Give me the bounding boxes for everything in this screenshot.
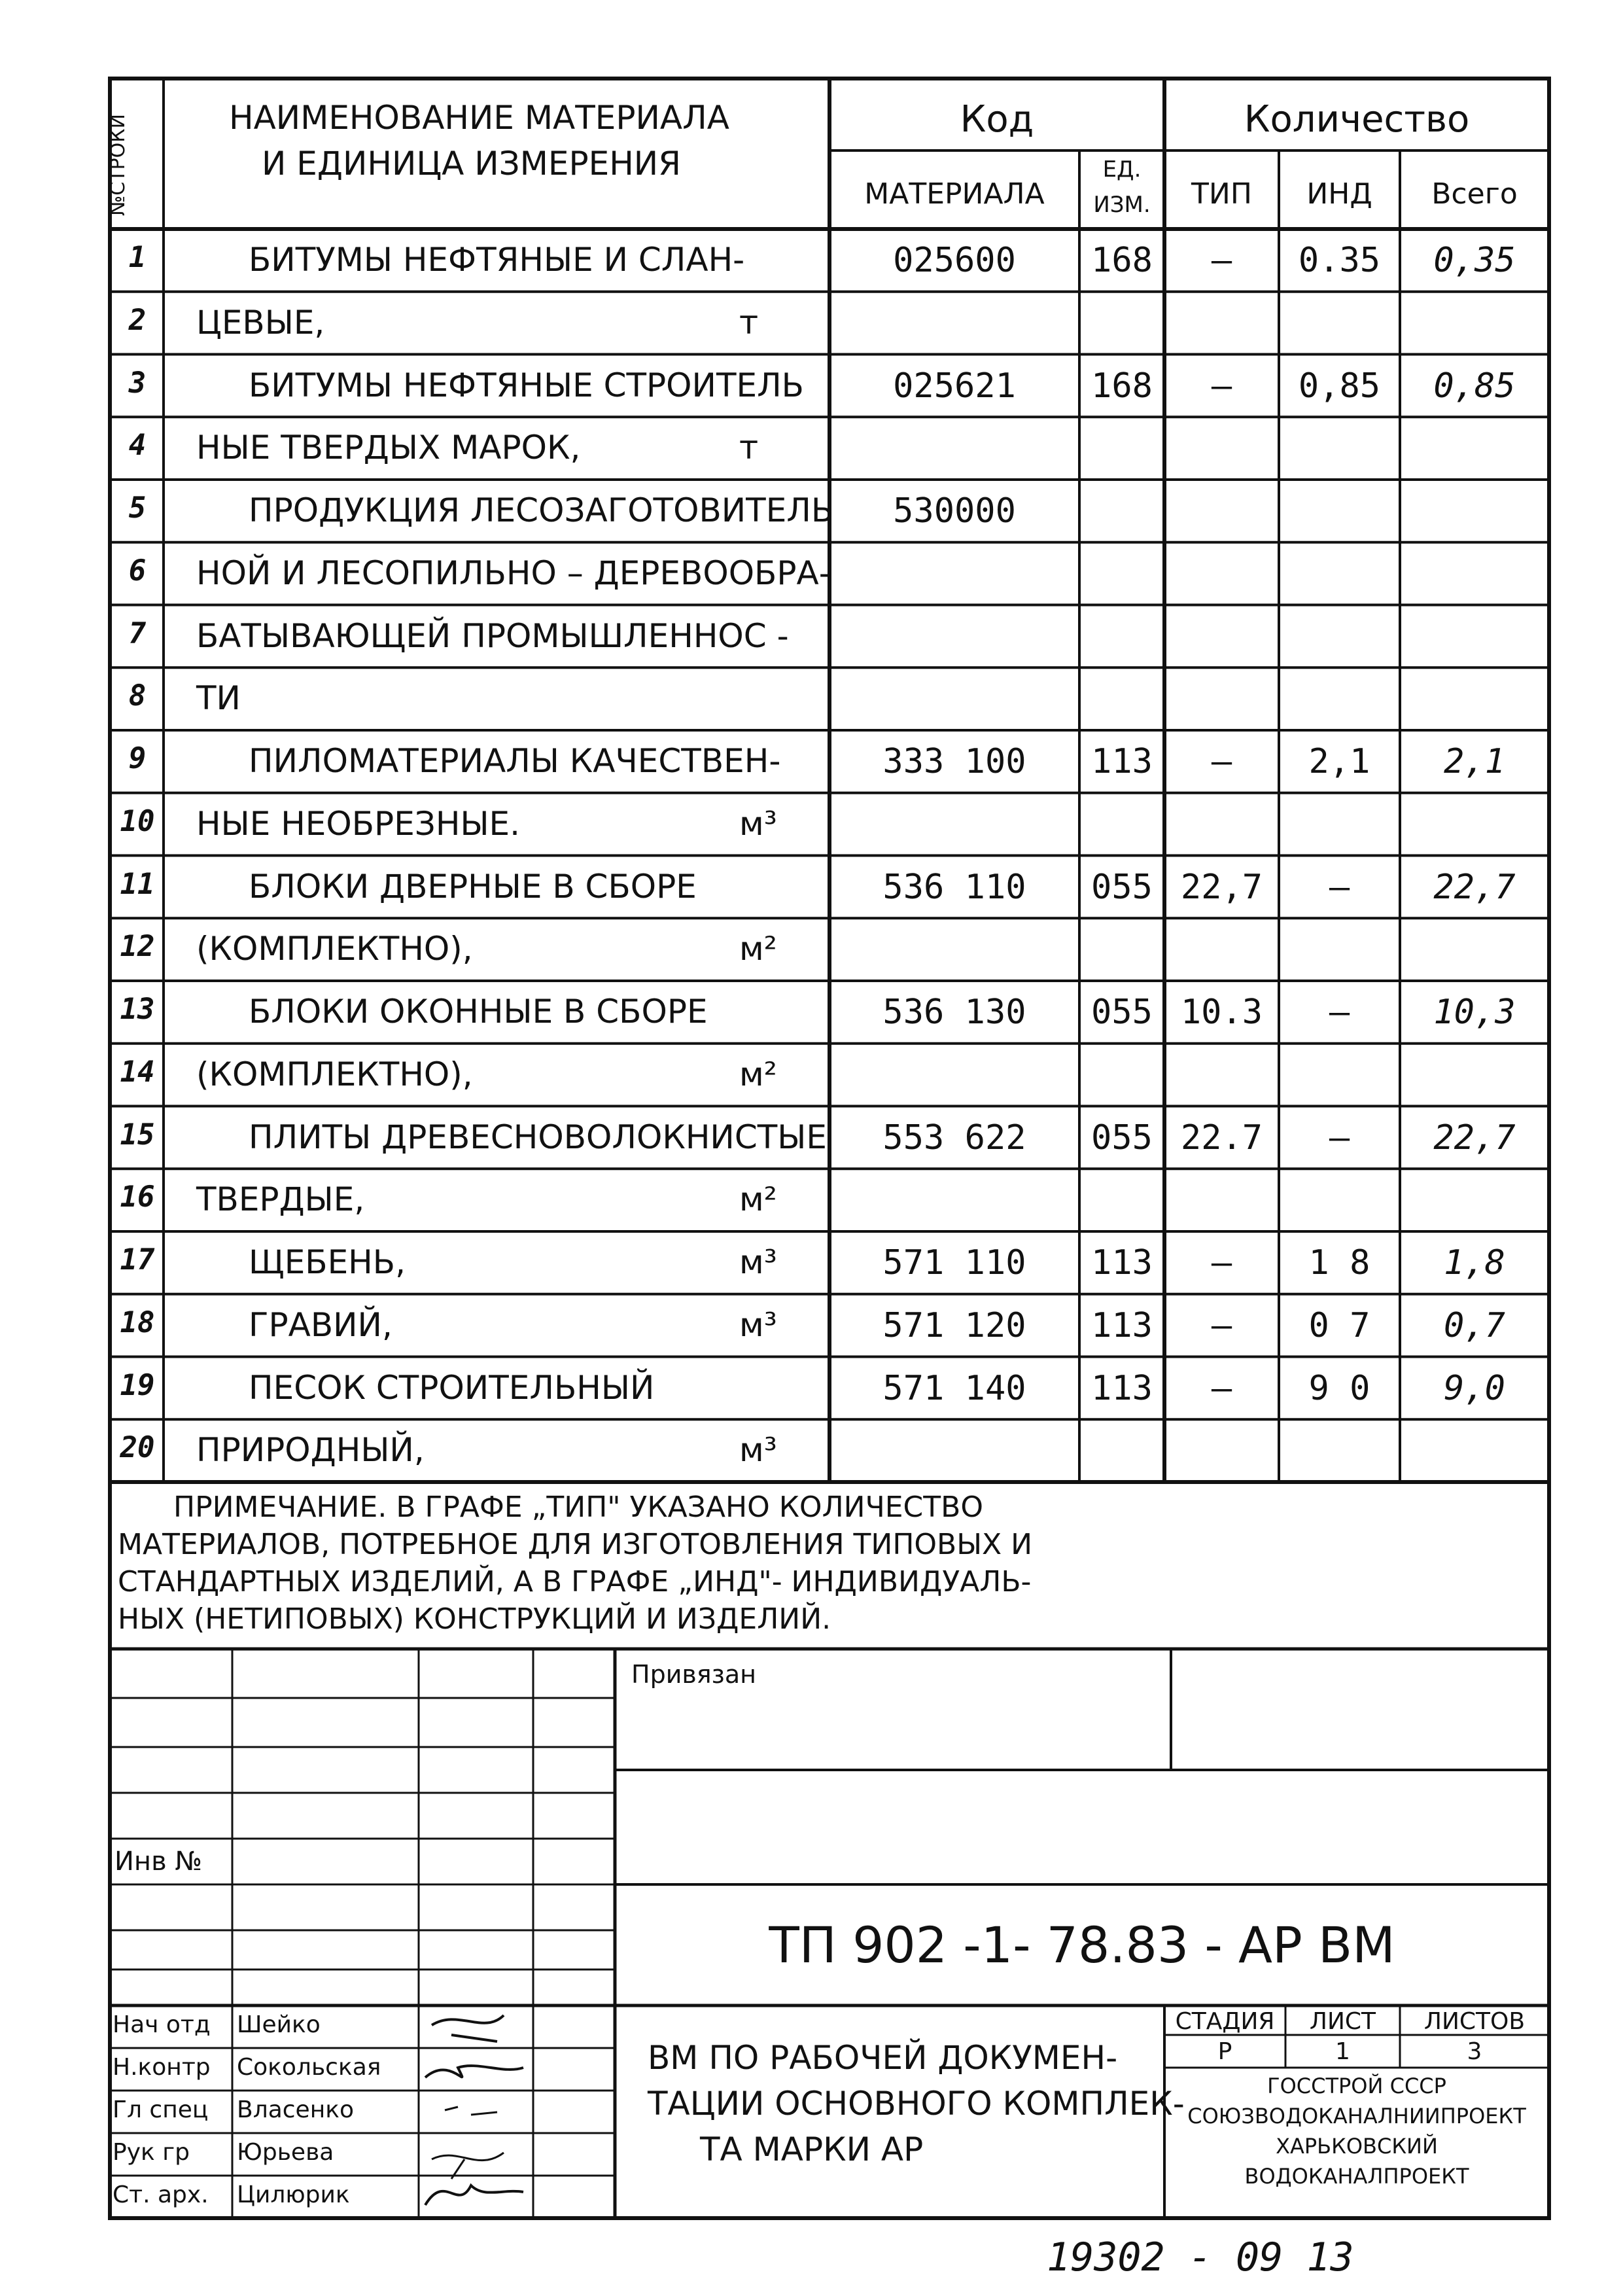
row-number: 12 — [120, 930, 155, 964]
signature-role: Н.контр — [113, 2054, 211, 2081]
signature-role: Рук гр — [113, 2139, 190, 2166]
org-line3: ХАРЬКОВСКИЙ — [1276, 2134, 1438, 2159]
material-name: ЦЕВЫЕ, — [196, 303, 325, 342]
unit-label: м³ — [739, 1243, 777, 1281]
total-value: 0,85 — [1433, 366, 1516, 406]
unit-label: т — [739, 303, 759, 342]
signature-role: Нач отд — [113, 2011, 211, 2038]
signature-name: Цилюрик — [237, 2181, 350, 2208]
total-value: 0,35 — [1433, 241, 1516, 280]
material-name: (КОМПЛЕКТНО), — [196, 930, 473, 968]
material-name: БИТУМЫ НЕФТЯНЫЕ СТРОИТЕЛЬ — [249, 366, 804, 404]
ind-value: 2,1 — [1308, 742, 1370, 781]
unit-label: м² — [739, 930, 777, 968]
material-code: 025621 — [893, 366, 1016, 406]
unit-code: 113 — [1091, 1368, 1153, 1408]
total-value: 2,1 — [1444, 742, 1505, 781]
unit-header-line2: ИЗМ. — [1093, 192, 1151, 218]
material-name: ПЕСОК СТРОИТЕЛЬНЫЙ — [249, 1368, 655, 1407]
doc-title-line1: ВМ ПО РАБОЧЕЙ ДОКУМЕН- — [648, 2039, 1118, 2077]
org-line2: СОЮЗВОДОКАНАЛНИИПРОЕКТ — [1187, 2104, 1526, 2128]
note-line-3: СТАНДАРТНЫХ ИЗДЕЛИЙ, А В ГРАФЕ „ИНД"- ИНДИВИДУАЛЬ- — [118, 1565, 1032, 1598]
row-number: 17 — [120, 1243, 155, 1277]
typ-header: ТИП — [1191, 177, 1252, 211]
note-line-4: НЫХ (НЕТИПОВЫХ) КОНСТРУКЦИЙ И ИЗДЕЛИЙ. — [118, 1602, 831, 1636]
row-number: 7 — [128, 616, 147, 650]
material-name: БАТЫВАЮЩЕЙ ПРОМЫШЛЕННОС - — [196, 616, 789, 655]
typ-value: 22.7 — [1180, 1118, 1263, 1157]
inventory-number-label: Инв № — [114, 1846, 202, 1877]
ind-value: – — [1329, 867, 1350, 907]
material-name: ПРИРОДНЫЙ, — [196, 1431, 425, 1470]
material-code: 025600 — [893, 241, 1016, 280]
ind-value: 9 0 — [1308, 1368, 1370, 1408]
ind-value: – — [1329, 1118, 1350, 1157]
sheets-label: ЛИСТОВ — [1423, 2008, 1526, 2035]
archive-number: 19302 - 09 13 — [1047, 2234, 1354, 2280]
material-header: МАТЕРИАЛА — [864, 177, 1045, 211]
unit-code: 113 — [1091, 1243, 1153, 1282]
note-line-2: МАТЕРИАЛОВ, ПОТРЕБНОЕ ДЛЯ ИЗГОТОВЛЕНИЯ ТИПОВЫХ И — [118, 1528, 1033, 1561]
total-value: 1,8 — [1444, 1243, 1505, 1282]
unit-code: 113 — [1091, 742, 1153, 781]
material-name: ГРАВИЙ, — [249, 1305, 393, 1344]
ind-value: 0,85 — [1298, 366, 1381, 406]
signature-name: Шейко — [237, 2011, 321, 2038]
row-number: 16 — [120, 1180, 155, 1214]
row-number: 4 — [128, 429, 147, 463]
privyazan-label: Привязан — [631, 1660, 756, 1689]
row-number: 9 — [128, 742, 147, 775]
row-number: 3 — [128, 366, 147, 400]
total-value: 22,7 — [1433, 867, 1516, 907]
unit-code: 168 — [1091, 241, 1153, 280]
total-value: 0,7 — [1444, 1305, 1505, 1345]
material-name: НОЙ И ЛЕСОПИЛЬНО – ДЕРЕВООБРА- — [196, 554, 831, 592]
ind-value: 0 7 — [1308, 1305, 1370, 1345]
material-name: (КОМПЛЕКТНО), — [196, 1055, 473, 1093]
signature-name: Юрьева — [237, 2139, 334, 2166]
typ-value: 10.3 — [1180, 993, 1263, 1032]
org-line4: ВОДОКАНАЛПРОЕКТ — [1244, 2164, 1469, 2189]
org-line1: ГОССТРОЙ СССР — [1267, 2074, 1446, 2098]
typ-value: – — [1211, 241, 1232, 280]
unit-code: 055 — [1091, 867, 1153, 907]
stage-value: Р — [1217, 2038, 1232, 2065]
material-name: БЛОКИ ДВЕРНЫЕ В СБОРЕ — [249, 867, 697, 906]
total-value: 9,0 — [1444, 1368, 1505, 1408]
row-number-header: №СТРОКИ — [107, 114, 130, 216]
material-code: 333 100 — [882, 742, 1026, 781]
signature-name: Власенко — [237, 2096, 355, 2123]
unit-label: м² — [739, 1055, 777, 1093]
material-name: ТВЕРДЫЕ, — [196, 1180, 365, 1219]
material-code: 553 622 — [882, 1118, 1026, 1157]
code-header: Код — [960, 98, 1034, 141]
document-code: ТП 902 -1- 78.83 - АР ВМ — [769, 1916, 1395, 1974]
row-number: 20 — [120, 1431, 155, 1465]
typ-value: – — [1211, 1305, 1232, 1345]
unit-label: м³ — [739, 1305, 777, 1344]
unit-code: 055 — [1091, 993, 1153, 1032]
doc-title-line3: ТА МАРКИ АР — [700, 2130, 924, 2168]
row-number: 15 — [120, 1118, 155, 1152]
unit-label: т — [739, 429, 759, 467]
ind-value: – — [1329, 993, 1350, 1032]
unit-label: м² — [739, 1180, 777, 1219]
signature-name: Сокольская — [237, 2054, 381, 2081]
row-number: 11 — [120, 867, 155, 901]
sheet-value: 1 — [1335, 2038, 1350, 2065]
typ-value: – — [1211, 742, 1232, 781]
sheets-value: 3 — [1467, 2038, 1482, 2065]
name-header-line1: НАИМЕНОВАНИЕ МАТЕРИАЛА — [229, 99, 729, 137]
row-number: 13 — [120, 993, 155, 1026]
total-value: 10,3 — [1433, 993, 1516, 1032]
material-code: 536 130 — [882, 993, 1026, 1032]
material-code: 571 140 — [882, 1368, 1026, 1408]
material-name: ПИЛОМАТЕРИАЛЫ КАЧЕСТВЕН- — [249, 742, 781, 780]
quantity-header: Количество — [1244, 98, 1470, 141]
signature-role: Гл спец — [113, 2096, 209, 2123]
row-number: 5 — [128, 491, 147, 525]
material-code: 571 110 — [882, 1243, 1026, 1282]
row-number: 6 — [128, 554, 147, 588]
row-number: 14 — [120, 1055, 155, 1089]
note-line-1: ПРИМЕЧАНИЕ. В ГРАФЕ „ТИП" УКАЗАНО КОЛИЧЕСТВО — [173, 1491, 983, 1524]
unit-code: 055 — [1091, 1118, 1153, 1157]
material-code: 530000 — [893, 491, 1016, 531]
unit-code: 113 — [1091, 1305, 1153, 1345]
typ-value: – — [1211, 1368, 1232, 1408]
name-header-line2: И ЕДИНИЦА ИЗМЕРЕНИЯ — [262, 145, 681, 183]
material-code: 536 110 — [882, 867, 1026, 907]
sheet-label: ЛИСТ — [1309, 2008, 1376, 2035]
row-number: 2 — [128, 303, 147, 337]
ind-header: ИНД — [1306, 177, 1372, 211]
total-value: 22,7 — [1433, 1118, 1516, 1157]
signature-role: Ст. арх. — [113, 2181, 209, 2208]
row-number: 19 — [120, 1368, 155, 1402]
typ-value: 22,7 — [1180, 867, 1263, 907]
material-name: НЫЕ ТВЕРДЫХ МАРОК, — [196, 429, 581, 467]
material-name: ПЛИТЫ ДРЕВЕСНОВОЛОКНИСТЫЕ — [249, 1118, 827, 1156]
material-name: БЛОКИ ОКОННЫЕ В СБОРЕ — [249, 993, 708, 1031]
material-code: 571 120 — [882, 1305, 1026, 1345]
material-name: ПРОДУКЦИЯ ЛЕСОЗАГОТОВИТЕЛЬ — [249, 491, 834, 529]
material-name: ЩЕБЕНЬ, — [249, 1243, 406, 1281]
ind-value: 1 8 — [1308, 1243, 1370, 1282]
row-number: 8 — [128, 679, 147, 713]
total-header: Всего — [1431, 177, 1518, 211]
unit-label: м³ — [739, 1431, 777, 1470]
typ-value: – — [1211, 366, 1232, 406]
unit-header-line1: ЕД. — [1102, 156, 1142, 183]
stage-label: СТАДИЯ — [1175, 2008, 1275, 2035]
unit-code: 168 — [1091, 366, 1153, 406]
material-name: БИТУМЫ НЕФТЯНЫЕ И СЛАН- — [249, 241, 745, 279]
typ-value: – — [1211, 1243, 1232, 1282]
row-number: 18 — [120, 1305, 155, 1339]
unit-label: м³ — [739, 804, 777, 843]
material-name: НЫЕ НЕОБРЕЗНЫЕ. — [196, 804, 521, 843]
ind-value: 0.35 — [1298, 241, 1381, 280]
row-number: 10 — [120, 804, 155, 838]
material-name: ТИ — [196, 679, 241, 718]
row-number: 1 — [128, 241, 147, 274]
doc-title-line2: ТАЦИИ ОСНОВНОГО КОМПЛЕК- — [648, 2085, 1185, 2123]
